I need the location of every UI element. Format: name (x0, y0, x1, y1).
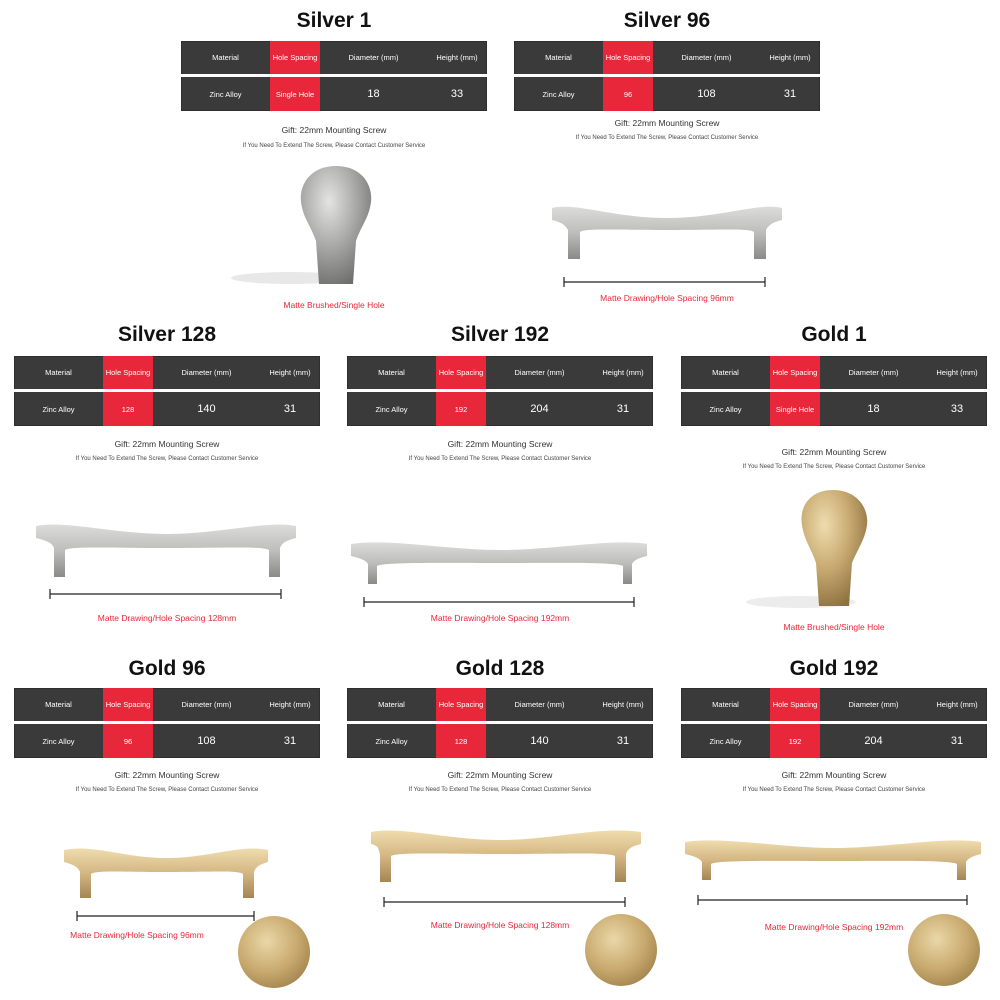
hole-spacing-header: Hole Spacing (436, 356, 486, 389)
product-card-silver-128 (14, 320, 320, 645)
gift-text: Gift: 22mm Mounting Screw (614, 118, 720, 128)
height-value: 33 (450, 88, 464, 100)
product-title: Silver 1 (296, 9, 372, 32)
material-value: Zinc Alloy (375, 736, 408, 746)
height-header: Height (mm) (269, 368, 311, 377)
finish-caption: Matte Drawing/Hole Spacing 96mm (600, 293, 734, 303)
height-header: Height (mm) (269, 700, 311, 709)
gold-handle-image (347, 654, 653, 999)
hole-spacing-header: Hole Spacing (436, 688, 486, 721)
gift-text: Gift: 22mm Mounting Screw (114, 439, 220, 449)
material-header: Material (378, 368, 405, 377)
height-value: 31 (283, 735, 297, 747)
product-title: Gold 128 (455, 657, 545, 680)
gift-text: Gift: 22mm Mounting Screw (281, 125, 387, 135)
gift-text: Gift: 22mm Mounting Screw (781, 447, 887, 457)
hole-spacing-value: 96 (103, 724, 153, 758)
hole-spacing-header: Hole Spacing (603, 41, 653, 74)
finish-caption: Matte Drawing/Hole Spacing 96mm (70, 930, 204, 940)
material-header: Material (45, 368, 72, 377)
finish-caption: Matte Drawing/Hole Spacing 128mm (430, 920, 570, 930)
material-header: Material (378, 700, 405, 709)
product-title: Gold 192 (789, 657, 879, 680)
note-text: If You Need To Extend The Screw, Please Contact Customer Service (742, 464, 926, 470)
hole-spacing-value: 128 (103, 392, 153, 426)
material-header: Material (45, 700, 72, 709)
material-value: Zinc Alloy (375, 404, 408, 414)
hole-spacing-value: Single Hole (770, 392, 820, 426)
height-header: Height (mm) (602, 368, 644, 377)
diameter-header: Diameter (mm) (848, 368, 899, 377)
finish-caption: Matte Drawing/Hole Spacing 128mm (97, 613, 237, 623)
silver-knob-image (181, 6, 487, 331)
hole-spacing-value: 128 (436, 724, 486, 758)
material-value: Zinc Alloy (542, 89, 575, 99)
note-text: If You Need To Extend The Screw, Please Contact Customer Service (75, 456, 259, 462)
gift-text: Gift: 22mm Mounting Screw (447, 439, 553, 449)
gold-knob-image (681, 320, 987, 645)
note-text: If You Need To Extend The Screw, Please Contact Customer Service (575, 135, 759, 141)
product-title: Silver 96 (623, 9, 711, 32)
diameter-header: Diameter (mm) (181, 368, 232, 377)
note-text: If You Need To Extend The Screw, Please Contact Customer Service (408, 456, 592, 462)
material-value: Zinc Alloy (709, 736, 742, 746)
product-title: Silver 192 (450, 323, 550, 346)
diameter-header: Diameter (mm) (514, 368, 565, 377)
gift-text: Gift: 22mm Mounting Screw (781, 770, 887, 780)
hole-spacing-value: Single Hole (270, 77, 320, 111)
height-header: Height (mm) (936, 368, 978, 377)
diameter-value: 18 (867, 403, 880, 415)
hole-spacing-value: 96 (603, 77, 653, 111)
finish-caption: Matte Drawing/Hole Spacing 192mm (764, 922, 904, 932)
diameter-value: 140 (530, 735, 549, 747)
material-header: Material (545, 53, 572, 62)
diameter-value: 108 (197, 735, 216, 747)
material-value: Zinc Alloy (709, 404, 742, 414)
product-card-silver-1 (181, 6, 487, 331)
height-value: 31 (783, 88, 797, 100)
finish-caption: Matte Drawing/Hole Spacing 192mm (430, 613, 570, 623)
material-value: Zinc Alloy (42, 404, 75, 414)
hole-spacing-header: Hole Spacing (770, 688, 820, 721)
gold-handle-image (14, 654, 320, 999)
hole-spacing-header: Hole Spacing (103, 688, 153, 721)
hole-spacing-value: 192 (770, 724, 820, 758)
product-card-silver-192 (347, 320, 653, 645)
height-header: Height (mm) (936, 700, 978, 709)
diameter-header: Diameter (mm) (514, 700, 565, 709)
gold-handle-image (681, 654, 987, 999)
height-header: Height (mm) (769, 53, 811, 62)
finish-caption: Matte Brushed/Single Hole (783, 622, 885, 632)
note-text: If You Need To Extend The Screw, Please Contact Customer Service (75, 787, 259, 793)
silver-handle-image (14, 320, 320, 645)
diameter-header: Diameter (mm) (181, 700, 232, 709)
material-value: Zinc Alloy (42, 736, 75, 746)
diameter-value: 18 (367, 88, 380, 100)
silver-handle-image (514, 6, 820, 331)
diameter-value: 108 (697, 88, 716, 100)
product-card-gold-1 (681, 320, 987, 645)
hole-spacing-header: Hole Spacing (103, 356, 153, 389)
gift-text: Gift: 22mm Mounting Screw (114, 770, 220, 780)
material-header: Material (212, 53, 239, 62)
product-card-gold-192 (681, 654, 987, 979)
product-card-gold-128 (347, 654, 653, 979)
diameter-header: Diameter (mm) (681, 53, 732, 62)
product-title: Silver 128 (117, 323, 217, 346)
hole-spacing-value: 192 (436, 392, 486, 426)
height-value: 31 (616, 735, 630, 747)
height-header: Height (mm) (602, 700, 644, 709)
height-value: 31 (283, 403, 297, 415)
height-value: 31 (950, 735, 964, 747)
height-value: 33 (950, 403, 964, 415)
silver-handle-image (347, 320, 653, 645)
height-header: Height (mm) (436, 53, 478, 62)
finish-caption: Matte Brushed/Single Hole (283, 300, 385, 310)
product-title: Gold 96 (128, 657, 206, 680)
diameter-value: 204 (530, 403, 549, 415)
product-card-silver-96 (514, 6, 820, 331)
hole-spacing-header: Hole Spacing (270, 41, 320, 74)
material-header: Material (712, 368, 739, 377)
hole-spacing-header: Hole Spacing (770, 356, 820, 389)
note-text: If You Need To Extend The Screw, Please Contact Customer Service (742, 787, 926, 793)
diameter-header: Diameter (mm) (848, 700, 899, 709)
gift-text: Gift: 22mm Mounting Screw (447, 770, 553, 780)
note-text: If You Need To Extend The Screw, Please Contact Customer Service (408, 787, 592, 793)
diameter-value: 140 (197, 403, 216, 415)
product-card-gold-96 (14, 654, 320, 979)
material-value: Zinc Alloy (209, 89, 242, 99)
height-value: 31 (616, 403, 630, 415)
product-title: Gold 1 (801, 323, 867, 346)
material-header: Material (712, 700, 739, 709)
diameter-value: 204 (864, 735, 883, 747)
diameter-header: Diameter (mm) (348, 53, 399, 62)
note-text: If You Need To Extend The Screw, Please Contact Customer Service (242, 143, 426, 149)
